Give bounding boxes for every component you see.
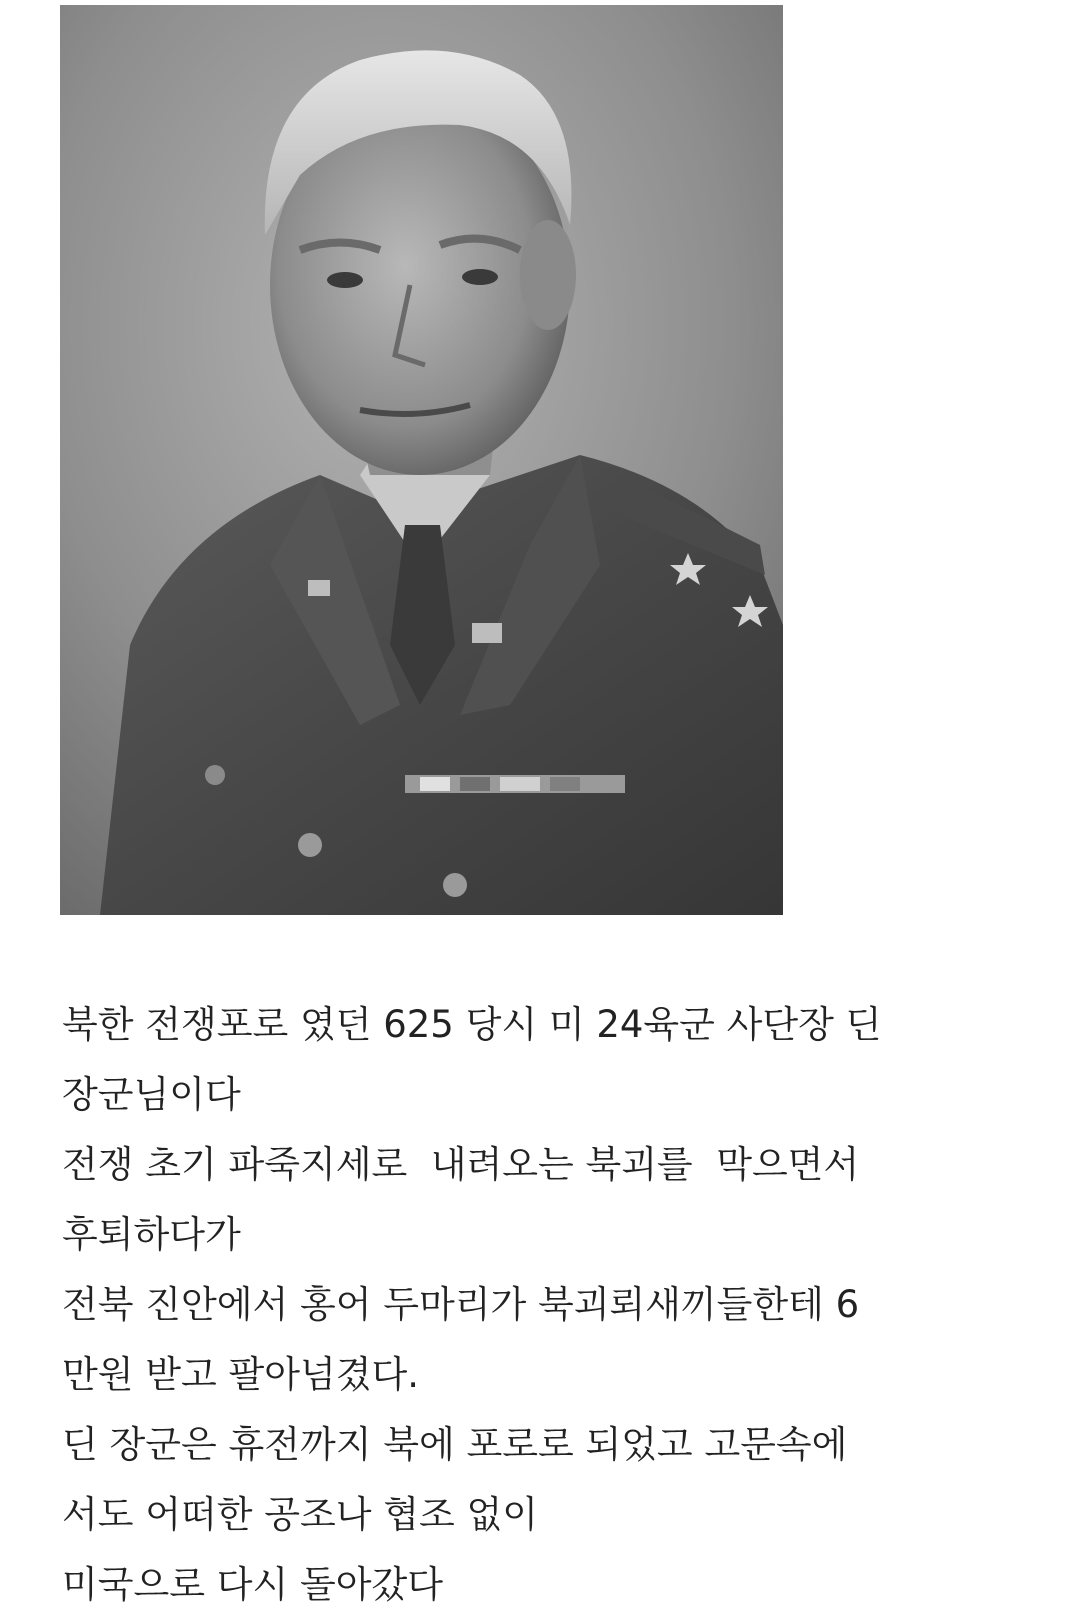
article-text — [62, 990, 1042, 1620]
article-line: 만원 받고 팔아넘겼다. — [62, 1353, 419, 1396]
article-line: 전쟁 초기 파죽지세로 내려오는 북괴를 막으면서 — [62, 1143, 860, 1186]
article-line: 북한 전쟁포로 였던 625 당시 미 24육군 사단장 딘 — [62, 1003, 882, 1046]
portrait-photo — [60, 5, 783, 915]
article-line: 장군님이다 — [62, 1073, 241, 1116]
article-line: 딘 장군은 휴전까지 북에 포로로 되었고 고문속에 — [62, 1423, 848, 1466]
article-line: 미국으로 다시 돌아갔다 — [62, 1563, 443, 1606]
portrait-image — [60, 5, 783, 915]
article-line: 전북 진안에서 홍어 두마리가 북괴뢰새끼들한테 6 — [62, 1283, 860, 1326]
article-line: 후퇴하다가 — [62, 1213, 241, 1256]
article-line: 서도 어떠한 공조나 협조 없이 — [62, 1493, 538, 1536]
